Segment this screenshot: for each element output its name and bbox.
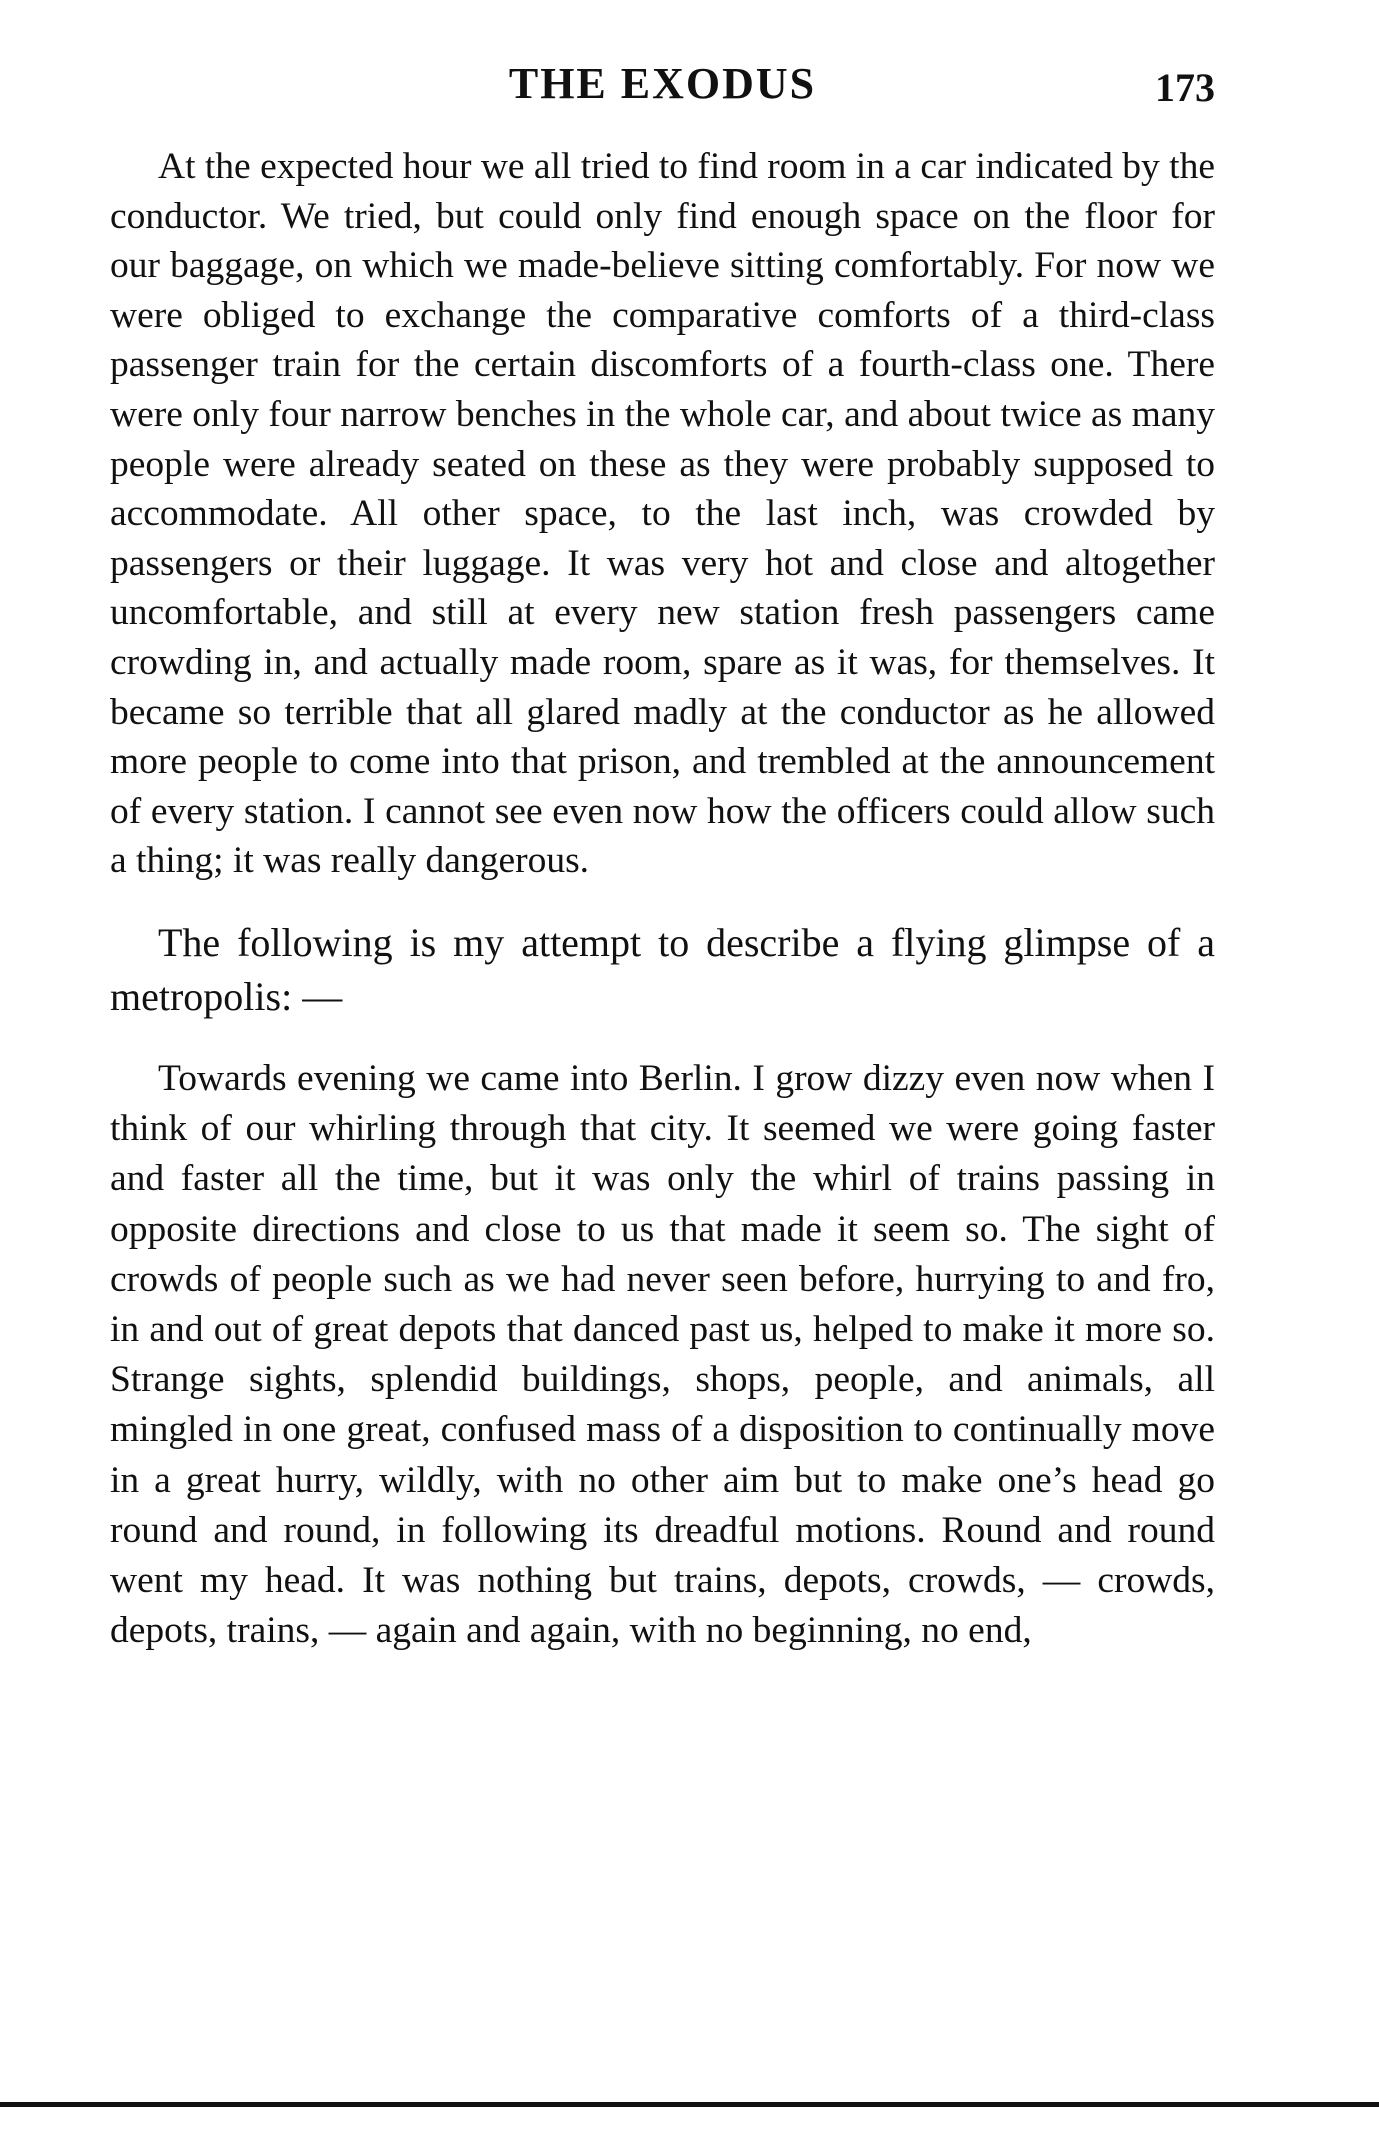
paragraph-train-car: At the expected hour we all tried to find room in a car indicated by the conductor. We tried, but could only find enough space on the floor for our baggage, on which we made-believe sitting comfortably. For now we were obliged to exchange the comparative comforts of a third-class passenger train for the certain discomforts of a fourth-class one. There were only four narrow benches in the whole car, and about twice as many people were already seated on these as they were probably supposed to accommodate. All other space, to the last inch, was crowded by passengers or their luggage. It was very hot and close and altogether uncomfortable, and still at every new station fresh passengers came crowding in, and actually made room, spare as it was, for themselves. It became so terrible that all glared madly at the conductor as he allowed more people to come into that prison, and trembled at the announcement of every station. I cannot see even now how the officers could allow such a thing; it was really dangerous. [110,146,1215,882]
page-number: 173 [1155,65,1215,110]
running-head [110,58,1215,118]
chapter-title: THE EXODUS [508,59,817,108]
paragraph-berlin: Towards evening we came into Berlin. I grow dizzy even now when I think of our whirling through that city. It seemed we were going faster and faster all the time, but it was only the whirl of trains passing in opposite directions and close to us that made it seem so. The sight of crowds of people such as we had never seen before, hurrying to and fro, in and out of great depots that danced past us, helped to make it more so. Strange sights, splendid buildings, shops, people, and animals, all mingled in one great, confused mass of a disposition to continually move in a great hurry, wildly, with no other aim but to make one’s head go round and round, in following its dreadful motions. Round and round went my head. It was nothing but trains, depots, crowds, — crowds, depots, trains, — again and again, with no beginning, no end, [110,1057,1215,1652]
bottom-rule [0,2102,1379,2107]
paragraph-metropolis-intro: The following is my attempt to describe a flying glimpse of a metropolis: — [110,919,1215,1019]
body-text [110,142,1215,1656]
